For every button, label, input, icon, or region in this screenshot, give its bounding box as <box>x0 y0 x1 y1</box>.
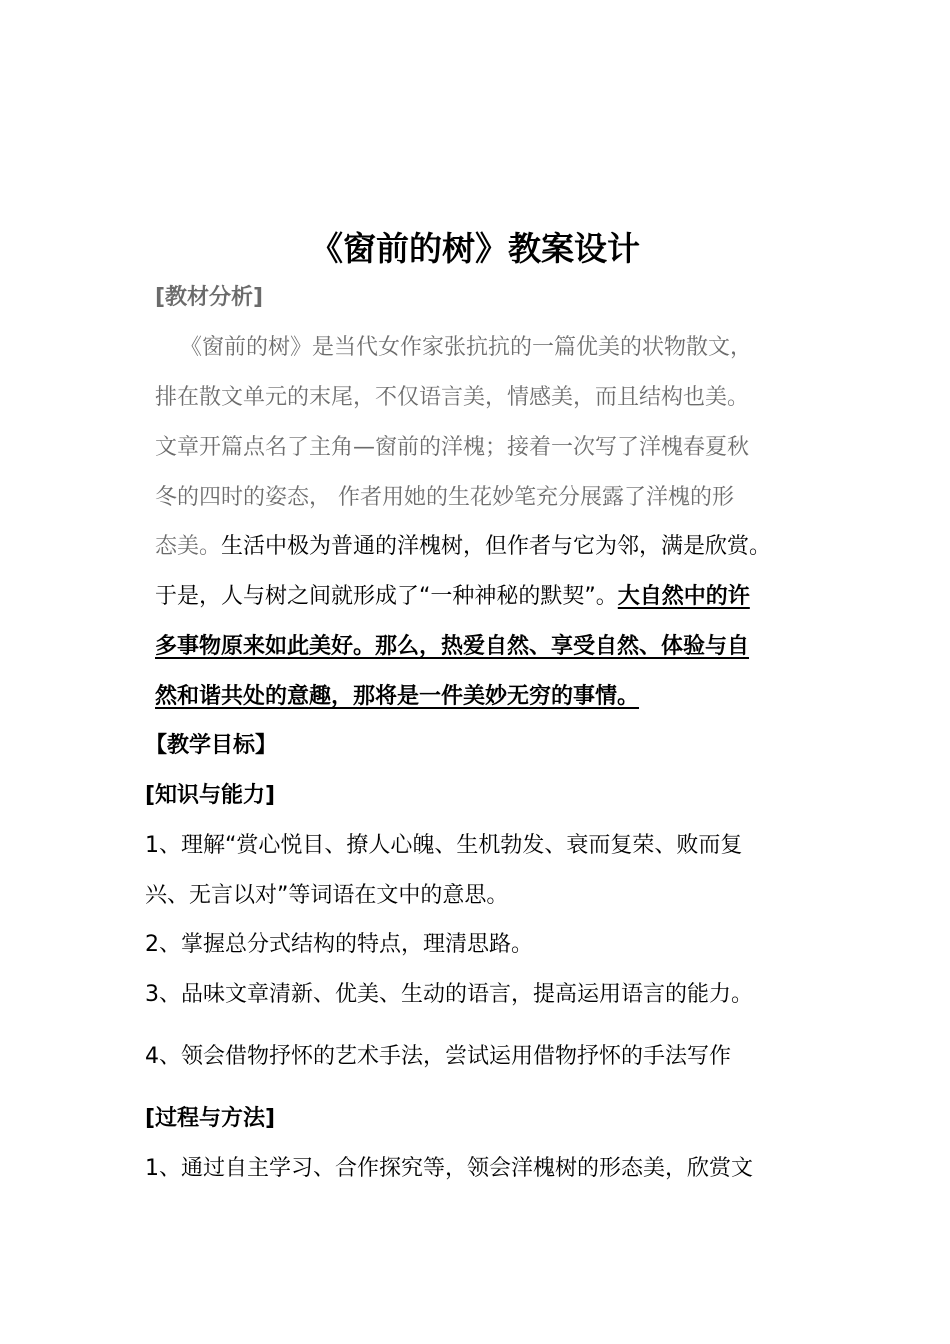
goal-item: 1、通过自主学习、合作探究等，领会洋槐树的形态美，欣赏文 <box>145 1156 753 1181</box>
paragraph-line: 排在散文单元的末尾，不仅语言美，情感美，而且结构也美。 <box>155 385 750 410</box>
section-heading-analysis: [教材分析] <box>155 285 264 310</box>
paragraph-text-gray: 态美。 <box>155 534 222 559</box>
document-title: 《窗前的树》教案设计 <box>310 229 640 268</box>
emphasis-text: 大自然中的许 <box>617 584 750 609</box>
paragraph-text: 于是，人与树之间就形成了“一种神秘的默契”。 <box>155 584 618 609</box>
goal-item: 4、领会借物抒怀的艺术手法，尝试运用借物抒怀的手法写作 <box>145 1044 731 1069</box>
goal-item: 1、理解“赏心悦目、撩人心魄、生机勃发、衰而复荣、败而复 <box>145 833 743 858</box>
goal-item: 2、掌握总分式结构的特点，理清思路。 <box>145 932 533 957</box>
paragraph-line: 《窗前的树》是当代女作家张抗抗的一篇优美的状物散文， <box>180 335 753 360</box>
section-heading-goals: 【教学目标】 <box>145 733 278 758</box>
paragraph-line <box>155 579 750 615</box>
goal-item: 3、品味文章清新、优美、生动的语言，提高运用语言的能力。 <box>145 982 753 1007</box>
paragraph-line: 冬的四时的姿态， 作者用她的生花妙笔充分展露了洋槐的形 <box>155 485 734 510</box>
paragraph-line <box>155 529 771 565</box>
paragraph-text: 生活中极为普通的洋槐树，但作者与它为邻，满是欣赏。 <box>221 534 772 559</box>
emphasis-line: 然和谐共处的意趣，那将是一件美妙无穷的事情。 <box>155 684 640 709</box>
subsection-heading-process: [过程与方法] <box>145 1106 276 1131</box>
goal-item: 兴、无言以对”等词语在文中的意思。 <box>145 883 509 908</box>
paragraph-line: 文章开篇点名了主角—窗前的洋槐；接着一次写了洋槐春夏秋 <box>155 435 750 460</box>
emphasis-line: 多事物原来如此美好。那么，热爱自然、享受自然、体验与自 <box>155 634 750 659</box>
subsection-heading-knowledge: [知识与能力] <box>145 783 276 808</box>
